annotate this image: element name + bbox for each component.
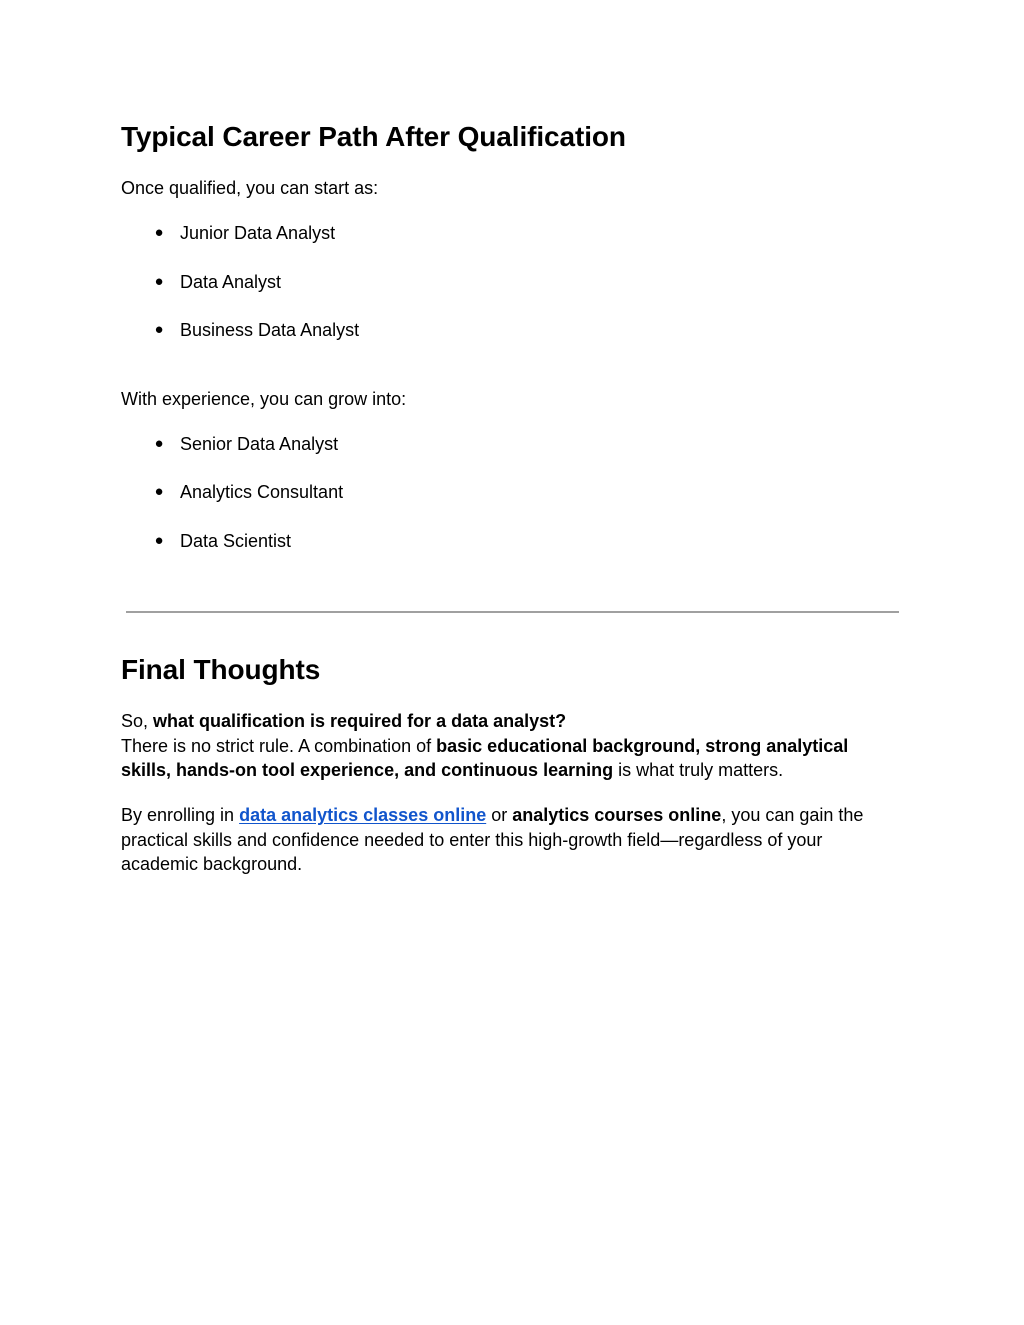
p1-bold-line3: skills, hands-on tool experience, and continuous learning: [121, 760, 614, 780]
heading-career-path: Typical Career Path After Qualification: [121, 121, 626, 152]
final-paragraph-1: [121, 709, 848, 783]
role-label: Data Scientist: [180, 531, 292, 551]
grow-intro-text: With experience, you can grow into:: [121, 389, 407, 409]
role-label: Junior Data Analyst: [180, 223, 336, 243]
career-intro-text: Once qualified, you can start as:: [121, 178, 379, 198]
bullet-icon: ●: [154, 435, 164, 452]
start-roles-list: [152, 221, 552, 351]
p1-bold-line2: basic educational background, strong analytical: [436, 735, 849, 756]
bullet-icon: ●: [154, 483, 164, 500]
p1-line2-prefix: There is no strict rule. A combination of: [121, 735, 437, 756]
p1-line3-suffix: is what truly matters.: [613, 760, 784, 780]
role-label: Data Analyst: [180, 272, 282, 292]
final-paragraph-2: [121, 803, 863, 877]
p2-line3: academic background.: [121, 854, 303, 874]
data-analytics-classes-link[interactable]: data analytics classes online: [239, 805, 487, 825]
bullet-icon: ●: [154, 321, 164, 338]
horizontal-divider: [126, 611, 899, 613]
p2-prefix: By enrolling in: [121, 805, 240, 825]
role-label: Analytics Consultant: [180, 482, 344, 502]
heading-final-thoughts: Final Thoughts: [121, 654, 321, 685]
p2-line1-suffix: , you can gain the: [721, 805, 864, 825]
bullet-icon: ●: [154, 224, 164, 241]
grow-roles-list: [152, 432, 552, 562]
p1-question: what qualification is required for a data analyst?: [153, 711, 567, 731]
role-label: Business Data Analyst: [180, 320, 360, 340]
bullet-icon: ●: [154, 532, 164, 549]
bullet-icon: ●: [154, 273, 164, 290]
p2-bold: analytics courses online: [512, 805, 722, 825]
role-label: Senior Data Analyst: [180, 434, 339, 454]
p1-prefix: So,: [121, 711, 154, 731]
p2-mid: or: [486, 805, 513, 825]
p2-line2: practical skills and confidence needed to enter this high-growth field—regardless of your: [121, 829, 823, 850]
